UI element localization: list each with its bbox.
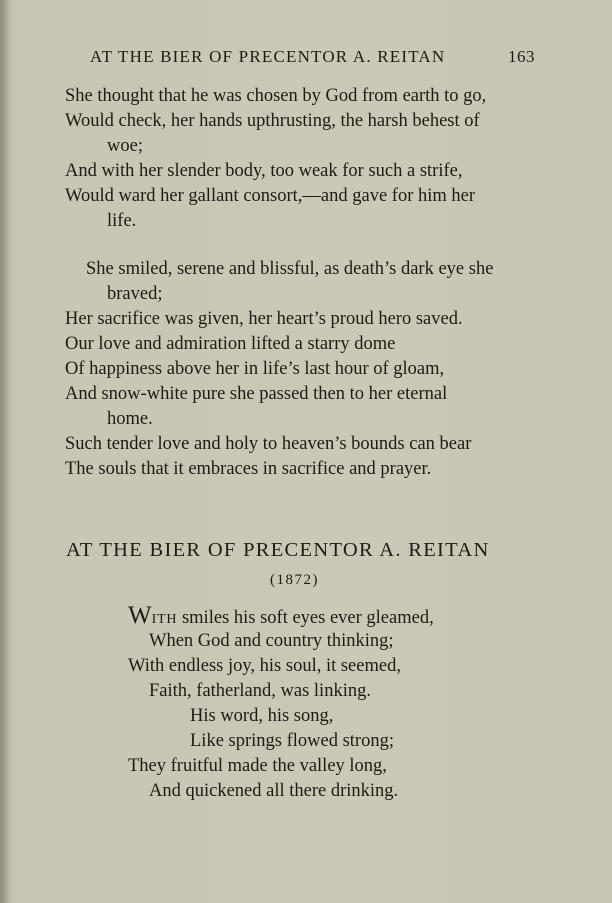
stanza-line-indented: She smiled, serene and blissful, as death’s dark eye she (86, 259, 494, 279)
first-line-rest: smiles his soft eyes ever gleamed, (177, 608, 434, 628)
stanza-line-continuation: home. (107, 409, 153, 429)
stanza-line-continuation: life. (107, 211, 137, 231)
poem-line: And quickened all there drinking. (149, 781, 399, 801)
first-word-smallcaps: ITH (151, 612, 178, 627)
poem-line: With endless joy, his soul, it seemed, (128, 656, 401, 676)
poem-line: Like springs flowed strong; (190, 731, 394, 751)
stanza-line-continuation: braved; (107, 284, 163, 304)
stanza-line: The souls that it embraces in sacrifice and prayer. (65, 459, 432, 479)
drop-cap: W (128, 602, 152, 629)
poem-line: Faith, fatherland, was linking. (149, 681, 371, 701)
poem-line: They fruitful made the valley long, (128, 756, 387, 776)
stanza-line: Our love and admiration lifted a starry dome (65, 334, 396, 354)
poem-title: AT THE BIER OF PRECENTOR A. REITAN (66, 539, 490, 561)
stanza-line: Would check, her hands upthrusting, the harsh behest of (65, 111, 480, 131)
running-head (90, 47, 535, 73)
stanza-line: And with her slender body, too weak for such a strife, (65, 161, 463, 181)
page-spine-shadow (0, 0, 10, 903)
running-head-title: AT THE BIER OF PRECENTOR A. REITAN (90, 47, 446, 66)
stanza-line: She thought that he was chosen by God from earth to go, (65, 86, 487, 106)
page-number: 163 (508, 47, 535, 66)
stanza-line: And snow-white pure she passed then to her eternal (65, 384, 448, 404)
stanza-line-continuation: woe; (107, 136, 143, 156)
poem-line: His word, his song, (190, 706, 334, 726)
poem-line: When God and country thinking; (149, 631, 394, 651)
poem-date: (1872) (270, 572, 319, 588)
stanza-line: Her sacrifice was given, her heart’s proud hero saved. (65, 309, 463, 329)
stanza-line: Of happiness above her in life’s last hour of gloam, (65, 359, 445, 379)
stanza-line: Such tender love and holy to heaven’s bounds can bear (65, 434, 472, 454)
poem-first-line (128, 604, 434, 632)
stanza-line: Would ward her gallant consort,—and gave for him her (65, 186, 476, 206)
